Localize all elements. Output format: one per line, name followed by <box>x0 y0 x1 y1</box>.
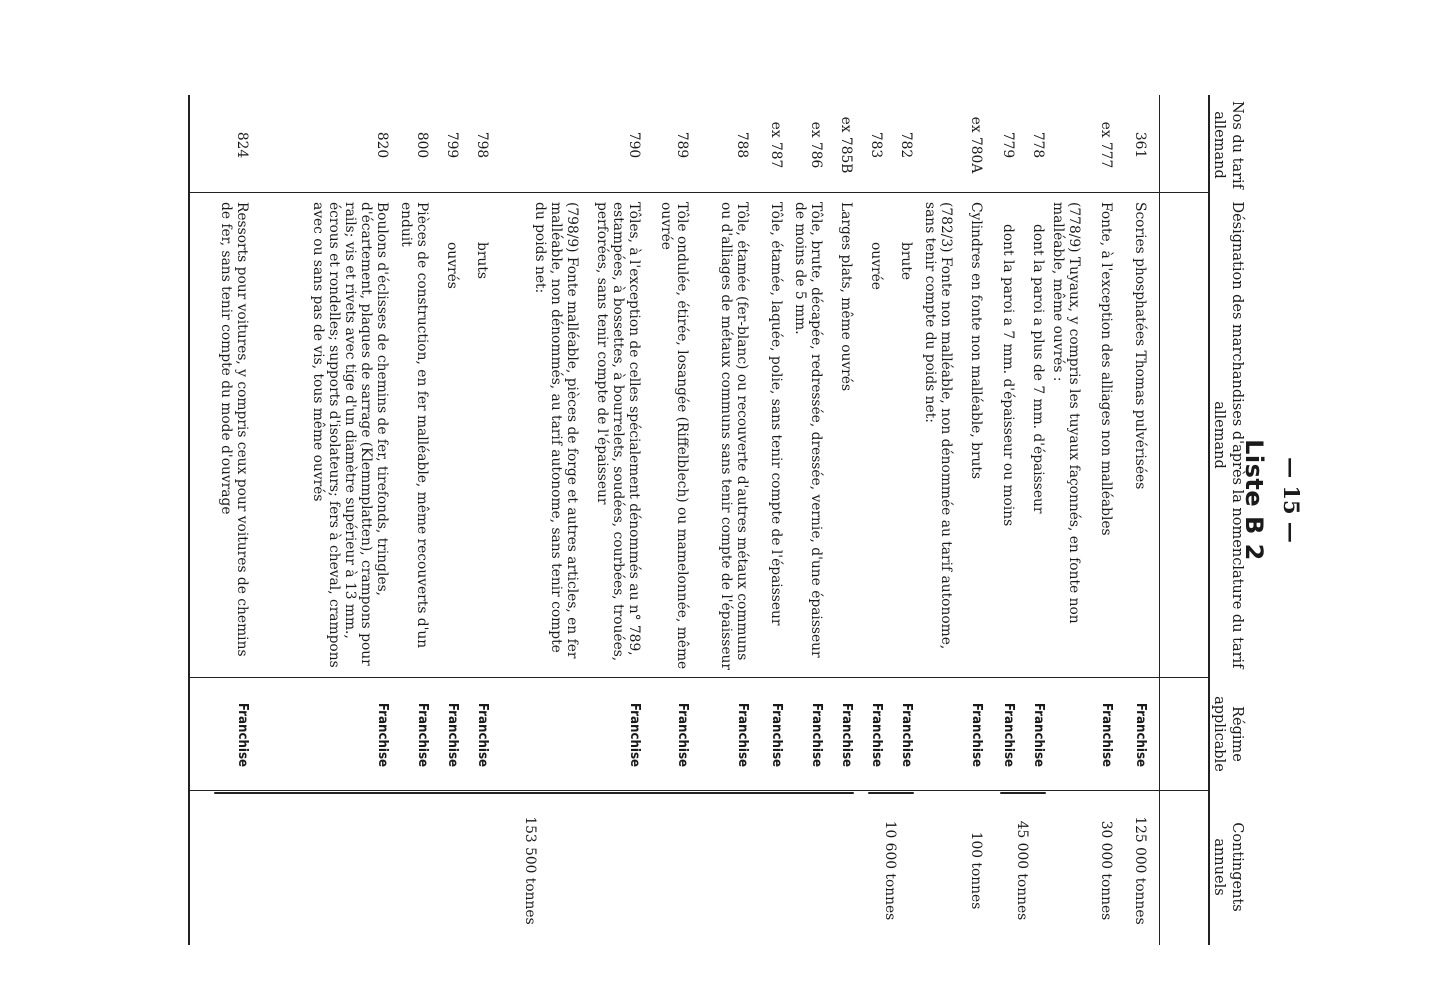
designation: Tôle ondulée, étirée, losangée (Riffelblech) ou mamelonnée, même ouvrée <box>658 202 690 670</box>
regime: Franchise <box>675 702 690 768</box>
regime: Franchise <box>839 702 854 768</box>
regime: Franchise <box>1133 702 1148 768</box>
regime: Franchise <box>627 702 642 768</box>
designation: (782/3) Fonte non malléable, non dénommée au tarif autonome, sans tenir compte du poids net: <box>922 202 954 650</box>
designation: ouvrés <box>444 242 460 289</box>
regime: Franchise <box>769 702 784 768</box>
designation: Pièces de construction, en fer malléable, même recouverts d'un enduit <box>398 202 430 649</box>
designation: bruts <box>474 242 490 279</box>
tarif-number: 779 <box>1000 131 1016 159</box>
tarif-number: 783 <box>868 131 884 159</box>
contingent: 125 000 tonnes <box>1132 816 1148 925</box>
tarif-number: 361 <box>1132 131 1148 159</box>
designation: Fonte, à l'exception des alliages non malléables <box>1098 202 1114 536</box>
designation: Tôle, étamée, laquée, polie, sans tenir compte de l'épaisseur <box>768 202 784 626</box>
regime: Franchise <box>735 702 750 768</box>
regime: Franchise <box>445 702 460 768</box>
regime: Franchise <box>899 702 914 768</box>
regime: Franchise <box>475 702 490 768</box>
designation: dont la paroi a plus de 7 mm. d'épaisseur <box>1030 224 1046 514</box>
rotated-content <box>150 40 1304 960</box>
regime: Franchise <box>235 702 250 768</box>
designation: Tôle, étamée (fer-blanc) ou recouverte d'autres métaux communs ou d'alliages de métaux communs sans tenir compte de l'épaisseur <box>718 202 750 670</box>
tarif-number: ex 787 <box>768 121 784 169</box>
brace <box>868 792 914 794</box>
regime: Franchise <box>869 702 884 768</box>
page-number: — 15 — <box>1279 457 1304 543</box>
designation: Larges plats, même ouvrés <box>838 202 854 392</box>
brace <box>1000 792 1046 794</box>
designation: dont la paroi a 7 mm. d'épaisseur ou moins <box>1000 224 1016 527</box>
designation: Scories phosphatées Thomas pulvérisées <box>1132 202 1148 490</box>
column-divider <box>190 192 1210 193</box>
contingent: 100 tonnes <box>968 831 984 910</box>
header-contingents: Contingents annuels <box>1211 822 1245 912</box>
page-title: Liste B 2 <box>1240 439 1268 561</box>
tarif-number: ex 785B <box>838 116 854 174</box>
tarif-number: 788 <box>734 131 750 159</box>
designation: Tôles, à l'exception de celles spécialement dénommés au n° 789, estampées, à bossettes, à bourrelets, soudées, courbées, trouées, perforées, sans tenir compte de l'épaisseur <box>594 202 642 662</box>
contingent: 10 600 tonnes <box>882 820 898 921</box>
header-regime: Régime applicable <box>1211 696 1245 772</box>
tarif-number: 799 <box>444 131 460 159</box>
designation: (798/9) Fonte malléable, pièces de forge et autres articles, en fer malléable, non dénommés, au tarif autonome, sans tenir compte du poids net: <box>532 202 580 659</box>
tarif-number: 790 <box>626 131 642 159</box>
tarif-number: 789 <box>674 131 690 159</box>
designation: Ressorts pour voitures, y compris ceux pour voitures de chemins de fer, sans tenir compte du mode d'ouvrage <box>218 202 250 657</box>
tarif-number: 824 <box>234 131 250 159</box>
designation: brute <box>898 242 914 281</box>
tarif-number: 798 <box>474 131 490 159</box>
designation: Cylindres en fonte non malléable, bruts <box>968 202 984 480</box>
contingent: 153 500 tonnes <box>522 816 538 925</box>
tarif-number: 778 <box>1030 131 1046 159</box>
header-designation: Désignation des marchandises d'après la nomenclature du tarif allemand <box>1211 201 1245 669</box>
regime: Franchise <box>969 702 984 768</box>
tarif-number: ex 786 <box>808 121 824 169</box>
designation: (778/9) Tuyaux, y compris les tuyaux façonnés, en fonte non malléable, même ouvrés : <box>1050 202 1082 624</box>
header-tarif: Nos du tarif allemand <box>1211 100 1245 190</box>
contingent: 30 000 tonnes <box>1098 820 1114 921</box>
bottom-rule <box>188 95 190 945</box>
brace <box>214 792 854 794</box>
designation: ouvrée <box>868 242 884 290</box>
designation: Boulons d'éclisses de chemins de fer, tirefonds, tringles, d'écartement, plaques de sarrage (Klemmplatten), crampons pour rails; vis et rivets avec tige d'un diamètre supérieur à 13 mm., écrous et rondelles; supports d'isolateurs; fers à cheval, crampons avec ou sans pas de vis, tous même ouvrés <box>310 202 390 668</box>
tarif-number: 782 <box>898 131 914 159</box>
column-divider <box>190 677 1210 678</box>
tarif-number: ex 777 <box>1098 121 1114 169</box>
regime: Franchise <box>809 702 824 768</box>
regime: Franchise <box>1001 702 1016 768</box>
tarif-number: 800 <box>414 131 430 159</box>
tarif-number: 820 <box>374 131 390 159</box>
header-rule <box>1159 95 1160 945</box>
regime: Franchise <box>415 702 430 768</box>
column-divider <box>190 790 1210 791</box>
contingent: 45 000 tonnes <box>1014 820 1030 921</box>
regime: Franchise <box>1099 702 1114 768</box>
regime: Franchise <box>375 702 390 768</box>
tarif-number: ex 780A <box>968 116 984 174</box>
regime: Franchise <box>1031 702 1046 768</box>
designation: Tôle, brute, décapée, redressée, dressée, vernie, d'une épaisseur de moins de 5 mm. <box>792 202 824 658</box>
